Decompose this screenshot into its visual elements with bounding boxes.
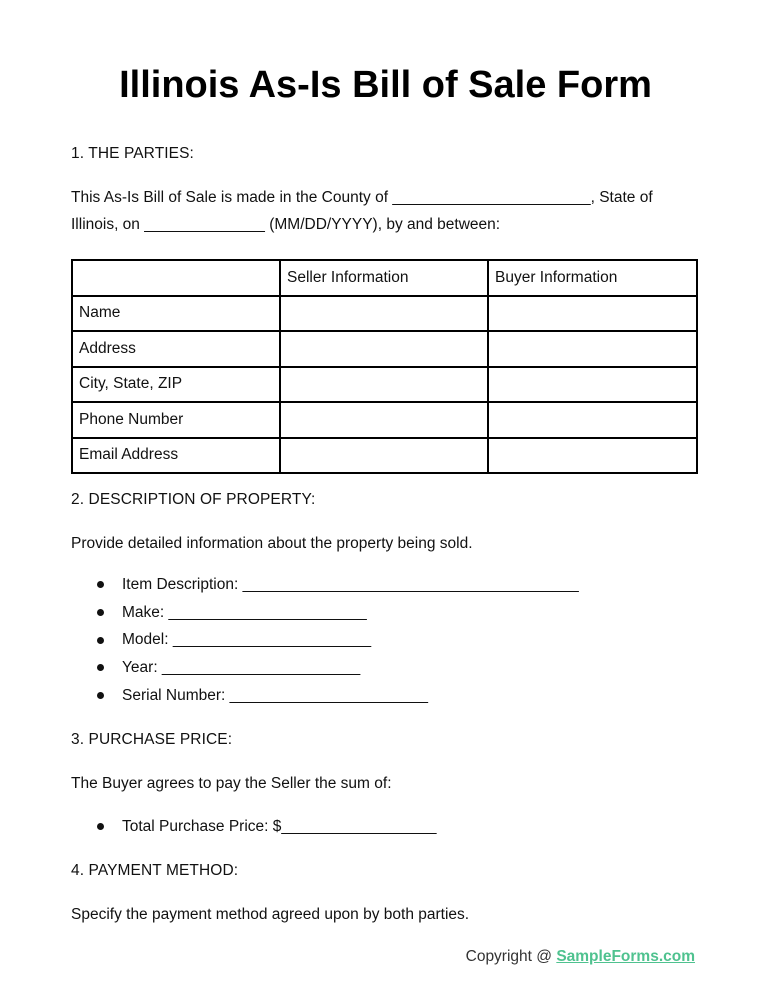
buyer-phone-cell[interactable] [488, 402, 697, 438]
list-item [94, 626, 579, 654]
price-field-list [94, 813, 437, 841]
table-header-row [72, 260, 697, 296]
seller-name-cell[interactable] [280, 296, 488, 332]
table-header-seller: Seller Information [280, 260, 488, 296]
parties-intro-line-1: This As-Is Bill of Sale is made in the County of _______________________, State of [71, 189, 653, 206]
section-heading-parties: 1. THE PARTIES: [71, 145, 194, 162]
copyright-footer [466, 948, 695, 966]
table-header-cell [72, 260, 280, 296]
model-field[interactable]: Model: _______________________ [122, 631, 372, 649]
buyer-name-cell[interactable] [488, 296, 697, 332]
list-item [94, 654, 579, 682]
price-text: The Buyer agrees to pay the Seller the sum of: [71, 775, 392, 792]
bullet-icon [97, 692, 104, 699]
table-row [72, 296, 697, 332]
parties-intro-line-2: Illinois, on ______________ (MM/DD/YYYY), by and between: [71, 216, 501, 233]
list-item [94, 682, 579, 710]
buyer-city-cell[interactable] [488, 367, 697, 403]
item-description-field[interactable]: Item Description: _______________________________________ [122, 576, 579, 593]
page-title: Illinois As-Is Bill of Sale Form [119, 64, 652, 106]
seller-email-cell[interactable] [280, 438, 488, 474]
buyer-address-cell[interactable] [488, 331, 697, 367]
table-row [72, 402, 697, 438]
bullet-icon [97, 664, 104, 671]
seller-address-cell[interactable] [280, 331, 488, 367]
serial-number-field[interactable]: Serial Number: _______________________ [122, 686, 428, 704]
year-field[interactable]: Year: _______________________ [122, 659, 361, 677]
property-field-list [94, 571, 579, 709]
table-row [72, 331, 697, 367]
bullet-icon [97, 823, 104, 830]
row-label-address: Address [72, 331, 280, 367]
make-field[interactable]: Make: _______________________ [122, 603, 367, 621]
list-item [94, 813, 437, 841]
bullet-icon [97, 581, 104, 588]
table-header-buyer: Buyer Information [488, 260, 697, 296]
seller-city-cell[interactable] [280, 367, 488, 403]
row-label-email: Email Address [72, 438, 280, 474]
section-heading-price: 3. PURCHASE PRICE: [71, 731, 233, 748]
row-label-name: Name [72, 296, 280, 332]
section-heading-payment: 4. PAYMENT METHOD: [71, 862, 239, 879]
row-label-phone: Phone Number [72, 402, 280, 438]
parties-table [71, 259, 698, 474]
property-text: Provide detailed information about the property being sold. [71, 535, 473, 552]
total-purchase-price-field[interactable]: Total Purchase Price: $__________________ [122, 818, 437, 835]
row-label-city-state-zip: City, State, ZIP [72, 367, 280, 403]
list-item [94, 599, 579, 627]
payment-text: Specify the payment method agreed upon by both parties. [71, 906, 470, 923]
brand-link[interactable]: SampleForms.com [556, 948, 695, 965]
bullet-icon [97, 609, 104, 616]
table-row [72, 438, 697, 474]
bullet-icon [97, 637, 104, 644]
parties-intro [71, 184, 701, 238]
table-row [72, 367, 697, 403]
buyer-email-cell[interactable] [488, 438, 697, 474]
copyright-prefix: Copyright @ [465, 948, 557, 965]
section-heading-property: 2. DESCRIPTION OF PROPERTY: [71, 491, 316, 508]
seller-phone-cell[interactable] [280, 402, 488, 438]
list-item [94, 571, 579, 599]
